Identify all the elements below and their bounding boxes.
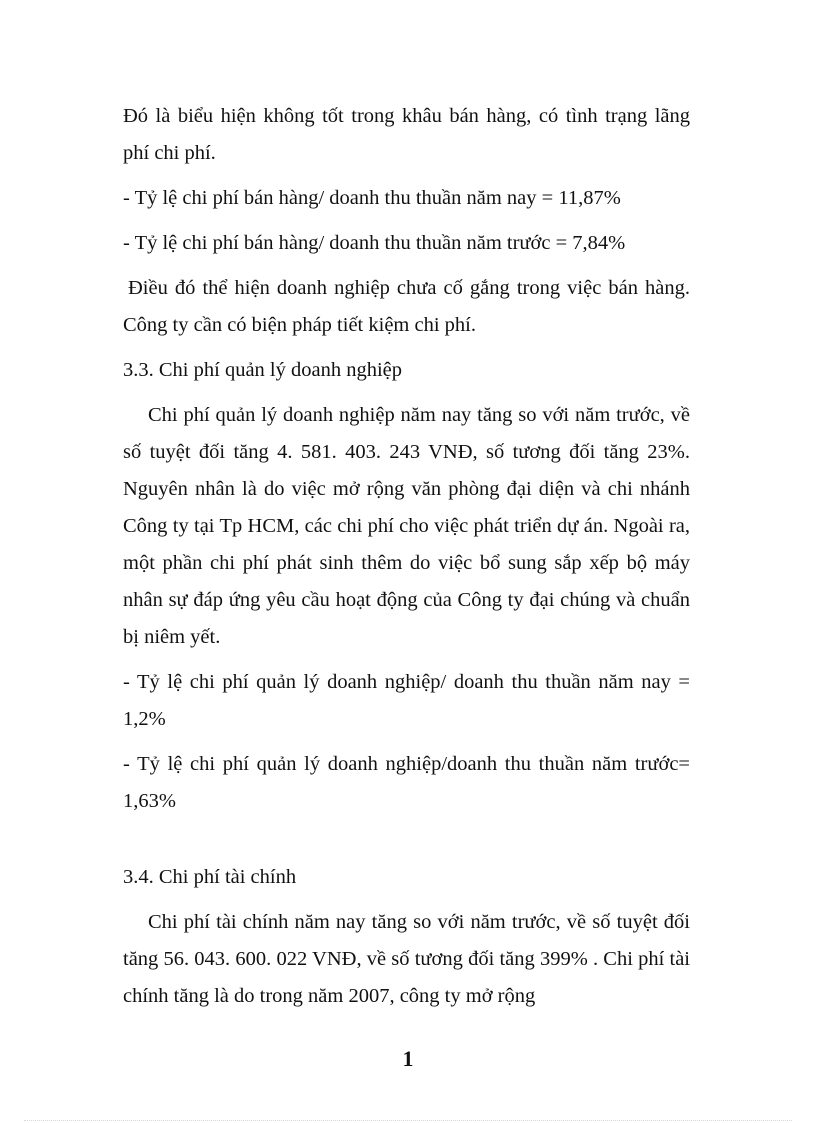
section-heading-3-4: 3.4. Chi phí tài chính bbox=[123, 866, 297, 888]
paragraph-sales-waste: Đó là biểu hiện không tốt trong khâu bán hàng, có tình trạng lãng phí chi phí. bbox=[123, 105, 690, 164]
ratio-selling-cost-this-year: - Tỷ lệ chi phí bán hàng/ doanh thu thuần năm nay = 11,87% bbox=[123, 187, 621, 209]
paragraph-cost-saving: Điều đó thể hiện doanh nghiệp chưa cố gắng trong việc bán hàng. Công ty cần có biện pháp tiết kiệm chi phí. bbox=[123, 277, 690, 336]
paragraph-financial-cost: Chi phí tài chính năm nay tăng so với năm trước, về số tuyệt đối tăng 56. 043. 600. 022 VNĐ, về số tương đối tăng 399% . Chi phí tài chính tăng là do trong năm 2007, công ty mở rộng bbox=[123, 911, 690, 1007]
ratio-admin-cost-this-year: - Tỷ lệ chi phí quản lý doanh nghiệp/ doanh thu thuần năm nay = 1,2% bbox=[123, 671, 690, 730]
document-body bbox=[123, 98, 690, 1023]
ratio-selling-cost-last-year: - Tỷ lệ chi phí bán hàng/ doanh thu thuần năm trước = 7,84% bbox=[123, 232, 626, 254]
page-number: 1 bbox=[402, 1046, 414, 1071]
page-bottom-divider bbox=[24, 1120, 792, 1121]
section-heading-3-3: 3.3. Chi phí quản lý doanh nghiệp bbox=[123, 359, 403, 381]
paragraph-admin-cost: Chi phí quản lý doanh nghiệp năm nay tăng so với năm trước, về số tuyệt đối tăng 4. 581. 403. 243 VNĐ, số tương đối tăng 23%. Nguyên nhân là do việc mở rộng văn phòng đại diện và chi nhánh Công ty tại Tp HCM, các chi phí cho việc phát triển dự án. Ngoài ra, một phần chi phí phát sinh thêm do việc bổ sung sắp xếp bộ máy nhân sự đáp ứng yêu cầu hoạt động của Công ty đại chúng và chuẩn bị niêm yết. bbox=[123, 404, 690, 648]
ratio-admin-cost-last-year: - Tỷ lệ chi phí quản lý doanh nghiệp/doanh thu thuần năm trước= 1,63% bbox=[123, 753, 690, 812]
